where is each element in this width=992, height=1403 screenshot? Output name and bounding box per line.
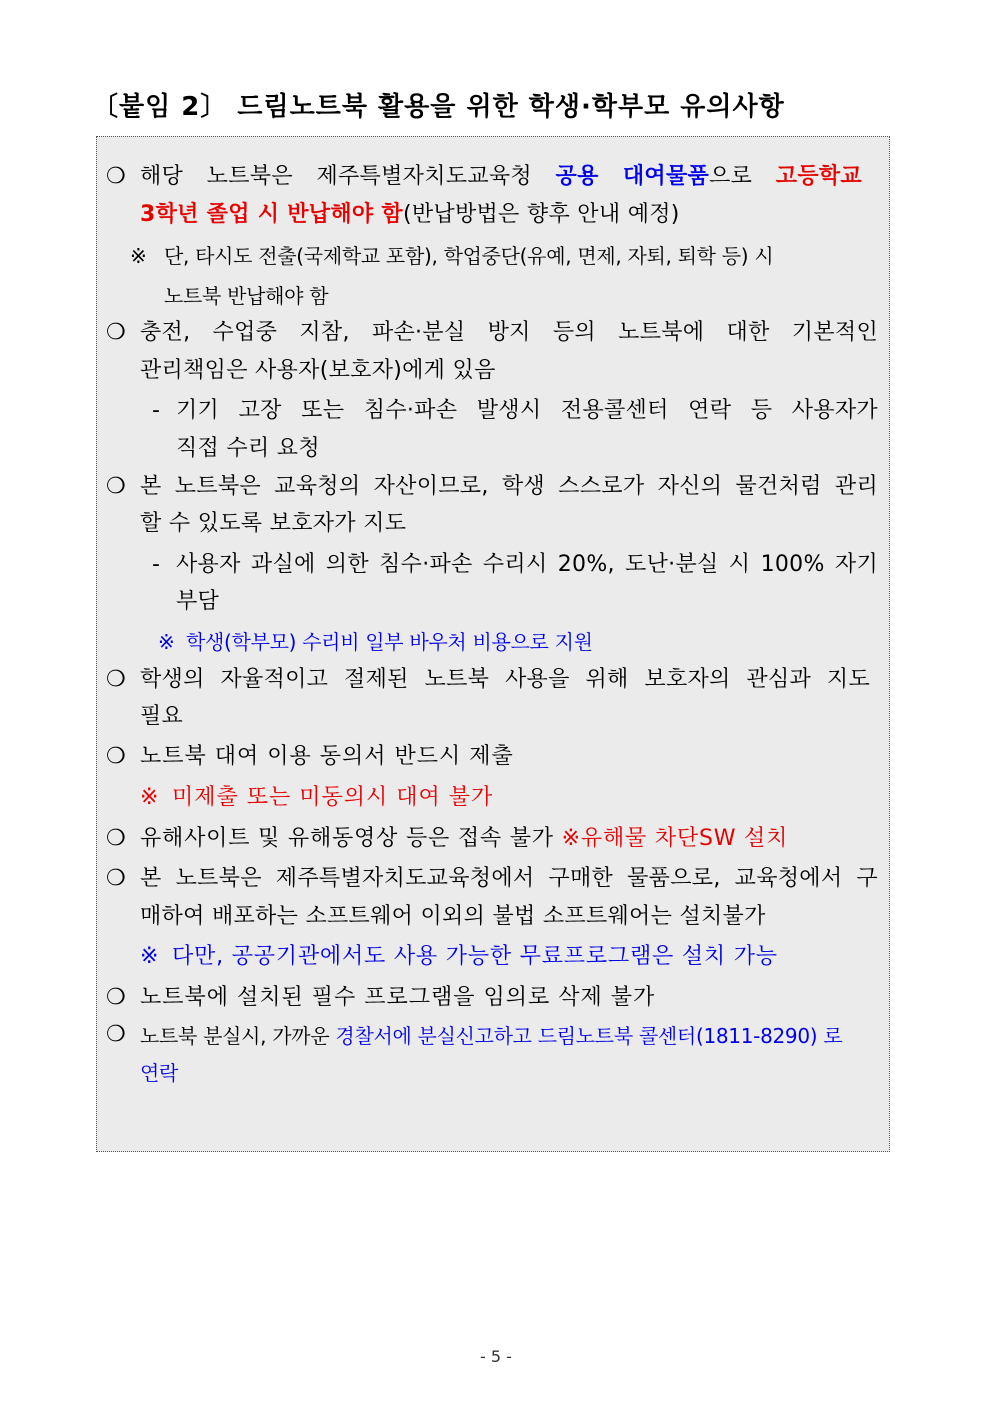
bullet-icon: ❍ [106,164,127,189]
dash-icon: - [152,398,161,423]
bullet-icon: ❍ [106,474,127,499]
item-9-line-2: 연락 [140,1061,179,1085]
item-7-note: 다만, 공공기관에서도 사용 가능한 무료프로그램은 설치 가능 [172,944,778,969]
item-3-line-1: 본 노트북은 교육청의 자산이므로, 학생 스스로가 자신의 물건처럼 관리 [140,474,878,499]
item-1-note-line-1: 단, 타시도 전출(국제학교 포함), 학업중단(유예, 면제, 자퇴, 퇴학 등) 시 [164,244,774,268]
item-1-line-1: 해당 노트북은 제주특별자치도교육청 공용 대여물품으로 고등학교 [140,164,862,189]
bullet-icon: ❍ [106,866,127,891]
item-3-line-2: 할 수 있도록 보호자가 지도 [140,511,407,536]
bullet-icon: ❍ [106,985,127,1010]
item-4-line-1: 학생의 자율적이고 절제된 노트북 사용을 위해 보호자의 관심과 지도 [140,667,870,692]
dash-icon: - [152,552,161,577]
item-2-line-2: 관리책임은 사용자(보호자)에게 있음 [140,358,496,383]
item-2-detail-line-2: 직접 수리 요청 [176,436,320,461]
page-number: - 5 - [480,1347,512,1366]
item-3-note: 학생(학부모) 수리비 일부 바우처 비용으로 지원 [186,630,593,654]
item-2-detail-line-1: 기기 고장 또는 침수·파손 발생시 전용콜센터 연락 등 사용자가 [176,398,878,423]
bullet-icon: ❍ [106,744,127,769]
note-mark: ※ [130,244,147,268]
item-6-line-1: 유해사이트 및 유해동영상 등은 접속 불가 ※유해물 차단SW 설치 [140,826,789,851]
note-mark: ※ [158,630,175,654]
note-mark: ※ [140,944,159,969]
bullet-icon: ❍ [106,320,127,345]
item-1-note-line-2: 노트북 반납해야 함 [164,284,329,308]
item-3-detail-line-2: 부담 [176,589,220,614]
item-1-line-2: 3학년 졸업 시 반납해야 함(반납방법은 향후 안내 예정) [140,202,680,227]
item-7-line-1: 본 노트북은 제주특별자치도교육청에서 구매한 물품으로, 교육청에서 구 [140,866,878,891]
item-5-line-1: 노트북 대여 이용 동의서 반드시 제출 [140,744,514,769]
item-5-note: 미제출 또는 미동의시 대여 불가 [172,785,494,810]
note-mark: ※ [140,785,159,810]
bullet-icon: ❍ [106,826,127,851]
item-9-line-1: 노트북 분실시, 가까운 경찰서에 분실신고하고 드림노트북 콜센터(1811-8290) 로 [140,1024,843,1048]
item-2-line-1: 충전, 수업중 지참, 파손·분실 방지 등의 노트북에 대한 기본적인 [140,320,878,345]
bullet-icon: ❍ [106,1022,127,1047]
item-8-line-1: 노트북에 설치된 필수 프로그램을 임의로 삭제 불가 [140,985,656,1010]
item-7-line-2: 매하여 배포하는 소프트웨어 이외의 불법 소프트웨어는 설치불가 [140,904,766,929]
page-title: 〔붙임 2〕 드림노트북 활용을 위한 학생·학부모 유의사항 [92,92,785,122]
item-3-detail-line-1: 사용자 과실에 의한 침수·파손 수리시 20%, 도난·분실 시 100% 자기 [176,552,878,577]
bullet-icon: ❍ [106,667,127,692]
item-4-line-2: 필요 [140,704,184,729]
